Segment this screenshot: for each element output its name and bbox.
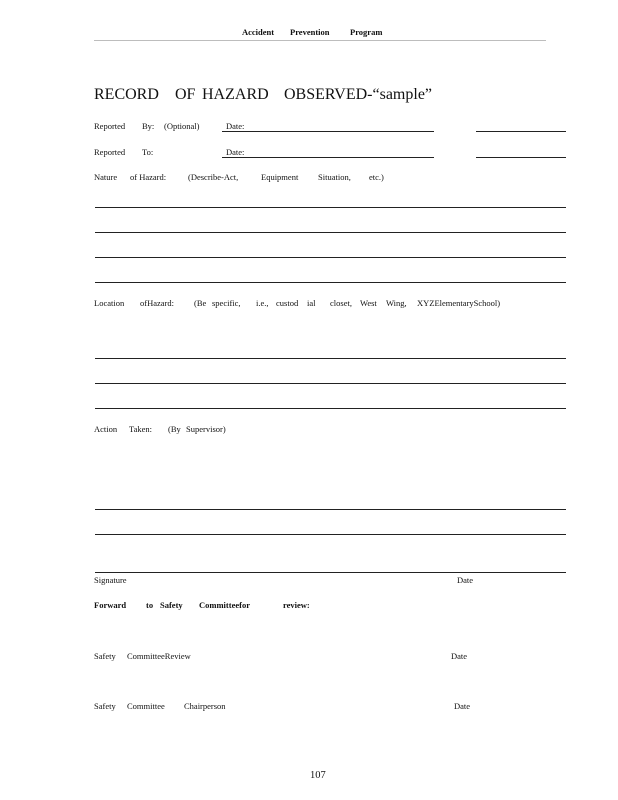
forward-label: Committeefor	[199, 600, 250, 610]
header-word: Prevention	[290, 27, 330, 37]
reported-by-label: By:	[142, 121, 155, 131]
location-label: custod	[276, 298, 299, 308]
signature-label: Signature	[94, 575, 127, 585]
signature-date-label: Date	[457, 575, 474, 585]
nature-line[interactable]	[95, 207, 566, 208]
date-label: Date:	[226, 147, 245, 157]
title-word: RECORD	[94, 86, 159, 103]
nature-line[interactable]	[95, 232, 566, 233]
location-label: ial	[307, 298, 316, 308]
chairperson-label: Safety	[94, 701, 116, 711]
committee-review-label: CommitteeReview	[127, 651, 191, 661]
action-label: Action	[94, 424, 118, 434]
action-label: Taken:	[129, 424, 153, 434]
title-word: OBSERVED-“sample”	[284, 86, 433, 103]
nature-label: Situation,	[318, 172, 351, 182]
chairperson-label: Chairperson	[184, 701, 226, 711]
action-label: Supervisor)	[186, 424, 226, 434]
reported-to-label: To:	[142, 147, 154, 157]
forward-label: Safety	[160, 600, 183, 610]
reported-to-extra-line[interactable]	[476, 157, 566, 158]
location-label: ofHazard:	[140, 298, 174, 308]
forward-label: review:	[283, 600, 310, 610]
reported-by-label: (Optional)	[164, 121, 200, 131]
location-label: Wing,	[386, 298, 407, 308]
chairperson-date-label: Date	[454, 701, 471, 711]
header-divider	[94, 40, 546, 41]
date-label: Date:	[226, 121, 245, 131]
location-label: closet,	[330, 298, 352, 308]
location-line[interactable]	[95, 408, 566, 409]
nature-label: Nature	[94, 172, 118, 182]
forward-label: Forward	[94, 600, 127, 610]
location-line[interactable]	[95, 358, 566, 359]
location-label: (Be	[194, 298, 207, 308]
location-label: Location	[94, 298, 125, 308]
nature-label: etc.)	[369, 172, 384, 182]
action-line[interactable]	[95, 534, 566, 535]
title-word: OF	[175, 86, 196, 103]
location-line[interactable]	[95, 383, 566, 384]
title-word: HAZARD	[202, 86, 269, 103]
location-label: West	[360, 298, 377, 308]
nature-label: (Describe-Act,	[188, 172, 239, 182]
action-line[interactable]	[95, 509, 566, 510]
reported-to-date-line[interactable]	[222, 157, 434, 158]
chairperson-label: Committee	[127, 701, 165, 711]
nature-line[interactable]	[95, 257, 566, 258]
reported-by-extra-line[interactable]	[476, 131, 566, 132]
page-number: 107	[310, 770, 326, 781]
signature-line[interactable]	[95, 572, 566, 573]
committee-review-label: Safety	[94, 651, 116, 661]
location-label: XYZElementarySchool)	[417, 298, 501, 308]
nature-line[interactable]	[95, 282, 566, 283]
header-word: Accident	[242, 27, 275, 37]
committee-review-date-label: Date	[451, 651, 468, 661]
action-label: (By	[168, 424, 181, 434]
location-label: specific,	[212, 298, 241, 308]
reported-by-label: Reported	[94, 121, 126, 131]
header-word: Program	[350, 27, 383, 37]
nature-label: Equipment	[261, 172, 299, 182]
nature-label: of Hazard:	[130, 172, 167, 182]
reported-by-date-line[interactable]	[222, 131, 434, 132]
forward-label: to	[146, 600, 154, 610]
reported-to-label: Reported	[94, 147, 126, 157]
location-label: i.e.,	[256, 298, 269, 308]
